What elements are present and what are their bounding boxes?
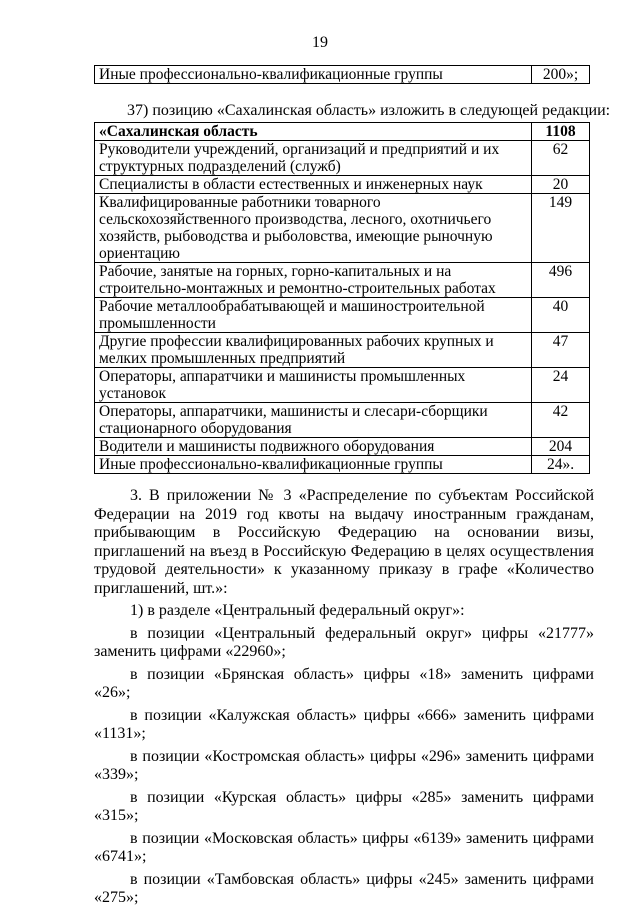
row-value: 24». xyxy=(532,456,590,474)
table-row xyxy=(95,263,590,298)
table-row xyxy=(95,333,590,368)
sakhalin-table xyxy=(94,122,590,474)
row-label: Рабочие, занятые на горных, горно-капитальных и на строительно-монтажных и ремонтно-строительных работах xyxy=(95,263,532,298)
row-label: Водители и машинисты подвижного оборудования xyxy=(95,438,532,456)
row-value: 40 xyxy=(532,298,590,333)
region-name: «Сахалинская область xyxy=(95,123,532,141)
table-row xyxy=(95,438,590,456)
paragraph-item: в позиции «Курская область» цифры «285» заменить цифрами «315»; xyxy=(94,788,594,824)
row-value: 149 xyxy=(532,194,590,263)
row-value: 496 xyxy=(532,263,590,298)
table-row xyxy=(95,403,590,438)
paragraph-item: в позиции «Московская область» цифры «6139» заменить цифрами «6741»; xyxy=(94,829,594,865)
paragraph-central-district: 1) в разделе «Центральный федеральный округ»: xyxy=(130,602,465,619)
row-value: 62 xyxy=(532,141,590,176)
row-label: Другие профессии квалифицированных рабочих крупных и мелких промышленных предприятий xyxy=(95,333,532,368)
table-row xyxy=(95,141,590,176)
paragraph-item: в позиции «Костромская область» цифры «296» заменить цифрами «339»; xyxy=(94,747,594,783)
table-row xyxy=(95,456,590,474)
row-label: Рабочие металлообрабатывающей и машиностроительной промышленности xyxy=(95,298,532,333)
amendments-body xyxy=(94,487,594,912)
table-header-row xyxy=(95,123,590,141)
table-row xyxy=(95,176,590,194)
paragraph-appendix-3: 3. В приложении № 3 «Распределение по субъектам Российской Федерации на 2019 год квоты на выдачу иностранным гражданам, прибывающим в Российскую Федерацию на основании визы, приглашений на въезд в Российскую Федерацию в целях осуществления трудовой деятельности» к указанному приказу в графе «Количество приглашений, шт.»: xyxy=(94,487,594,597)
row-label: Квалифицированные работники товарного сельскохозяйственного производства, лесного, охотничьего хозяйств, рыбоводства и рыболовства, имеющие рыночную ориентацию xyxy=(95,194,532,263)
region-total: 1108 xyxy=(532,123,590,141)
paragraph-item: в позиции «Калужская область» цифры «666» заменить цифрами «1131»; xyxy=(94,706,594,742)
table-row xyxy=(95,298,590,333)
row-value: 200»; xyxy=(532,66,590,84)
amendment-intro: 37) позицию «Сахалинская область» изложить в следующей редакции: xyxy=(127,102,611,119)
row-value: 42 xyxy=(532,403,590,438)
page-number: 19 xyxy=(312,34,328,51)
row-label: Специалисты в области естественных и инженерных наук xyxy=(95,176,532,194)
previous-table-tail xyxy=(94,65,590,84)
row-value: 204 xyxy=(532,438,590,456)
table-row xyxy=(95,368,590,403)
row-label: Руководители учреждений, организаций и предприятий и их структурных подразделений (служб) xyxy=(95,141,532,176)
table-row xyxy=(95,194,590,263)
paragraph-item: в позиции «Центральный федеральный округ» цифры «21777» заменить цифрами «22960»; xyxy=(94,624,594,660)
row-label: Операторы, аппаратчики, машинисты и слесари-сборщики стационарного оборудования xyxy=(95,403,532,438)
row-value: 47 xyxy=(532,333,590,368)
row-label: Иные профессионально-квалификационные группы xyxy=(95,66,532,84)
paragraph-item: в позиции «Брянская область» цифры «18» заменить цифрами «26»; xyxy=(94,665,594,701)
row-label: Иные профессионально-квалификационные группы xyxy=(95,456,532,474)
paragraph-item: в позиции «Тамбовская область» цифры «245» заменить цифрами «275»; xyxy=(94,870,594,906)
row-value: 20 xyxy=(532,176,590,194)
row-value: 24 xyxy=(532,368,590,403)
table-row xyxy=(95,66,590,84)
row-label: Операторы, аппаратчики и машинисты промышленных установок xyxy=(95,368,532,403)
